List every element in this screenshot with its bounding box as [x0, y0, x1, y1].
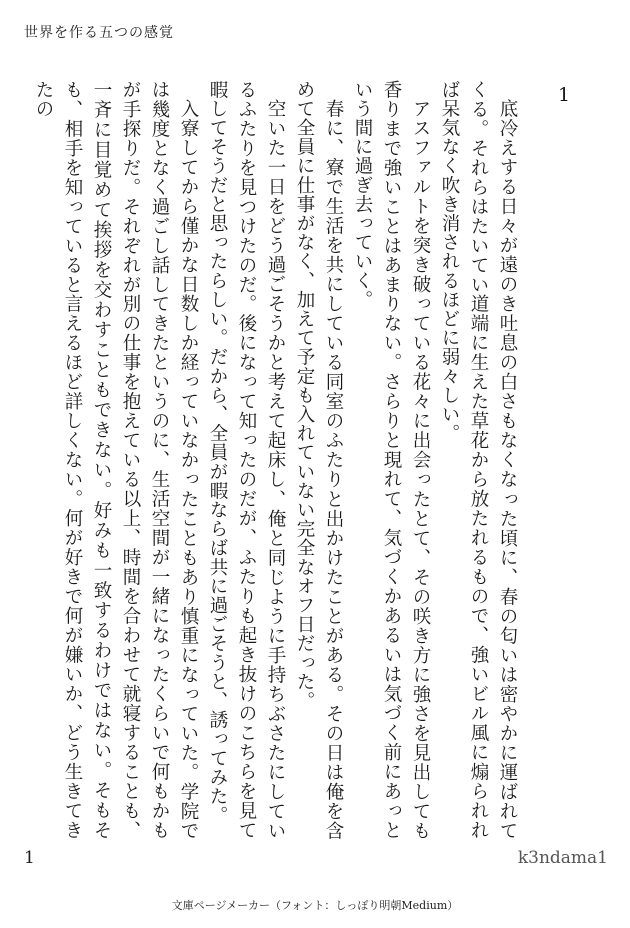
book-title: 世界を作る五つの感覚 — [24, 25, 174, 41]
author-name: k3ndama1 — [517, 848, 608, 868]
paragraph: アスファルトを突き破っている花々に出会ったとて、その咲き方に強さを見出しても香りまで強いことはあまりない。さらりと現れて、気づくかあるいは気づく前にあっという間に過ぎ去っていく。 — [352, 80, 431, 840]
paragraph: 空いた一日をどう過ごそうかと考えて起床し、俺と同じように手持ちぶさたにしているふたりを見つけたのだ。後になって知ったのだが、ふたりも起き抜けのこちらを見て暇してそうだと思ったらしい。だから、全員が暇ならば共に過ごそうと、誘ってみた。 — [207, 80, 286, 840]
paragraph: 春に、寮で生活を共にしている同室のふたりと出かけたことがある。その日は俺を含めて全員に仕事がなく、加えて予定も入れていない完全なオフ日だった。 — [294, 80, 344, 840]
body-text — [33, 80, 522, 840]
chapter-number: 1 — [558, 84, 571, 106]
footer-credit: 文庫ページメーカー（フォント：しっぽり明朝Medium） — [171, 899, 459, 912]
page-number: 1 — [24, 848, 35, 868]
paragraph: 底冷えする日々が遠のき吐息の白さもなくなった頃に、春の匂いは密やかに運ばれてくる。それらはたいてい道端に生えた草花から放たれるもので、強いビル風に煽られれば呆気なく吹き消されるほどに弱々しい。 — [439, 80, 518, 840]
paragraph: 入寮してから僅かな日数しか経っていなかったこともあり慎重になっていた。学院では幾度となく過ごし話してきたというのに、生活空間が一緒になったくらいで何もかもが手探りだ。それぞれが別の仕事を抱えている以上、時間を合わせて就寝することも、一斉に目覚めて挨拶を交わすこともできない。好みも一致するわけではない。そもそも、相手を知っていると言えるほど詳しくない。何が好きで何が嫌いか、どう生きてきたの — [33, 80, 199, 840]
